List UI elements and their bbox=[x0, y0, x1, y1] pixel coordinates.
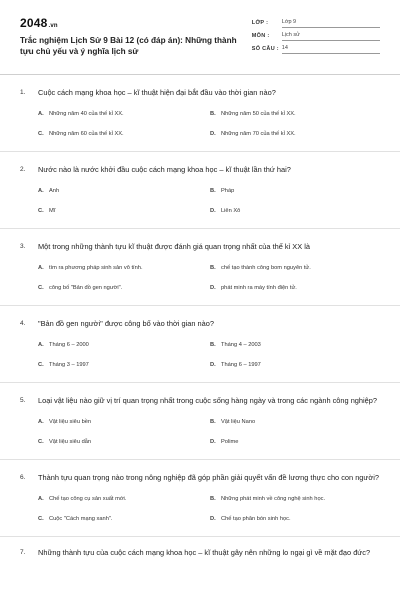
answer-letter: D. bbox=[210, 285, 216, 291]
question-text: Nước nào là nước khởi đầu cuộc cách mạng khoa học – kĩ thuật lần thứ hai? bbox=[38, 165, 291, 174]
answer-options bbox=[38, 264, 380, 292]
answer-letter: B. bbox=[210, 111, 216, 117]
answer-letter: D. bbox=[210, 439, 216, 445]
question-item bbox=[20, 241, 380, 306]
question-number: 6. bbox=[20, 474, 26, 481]
document-title: Trắc nghiệm Lịch Sử 9 Bài 12 (có đáp án): Những thành tựu chủ yếu và ý nghĩa lịch sử bbox=[20, 36, 237, 56]
meta-value: Lớp 9 bbox=[282, 17, 380, 28]
question-number: 5. bbox=[20, 397, 26, 404]
answer-text: Những năm 50 của thế kỉ XX. bbox=[221, 111, 296, 117]
question-item bbox=[20, 547, 380, 559]
answer-letter: C. bbox=[38, 285, 44, 291]
answer-letter: B. bbox=[210, 342, 216, 348]
meta-row-count bbox=[252, 42, 380, 55]
logo-text: 2048 bbox=[20, 16, 48, 30]
header-left bbox=[20, 16, 252, 74]
question-text: Loại vật liệu nào giữ vị trí quan trọng nhất trong cuộc sống hàng ngày và trong các ngành công nghiệp? bbox=[38, 396, 377, 405]
answer-text: Vật liệu siêu bền bbox=[49, 419, 92, 425]
answer-text: Mĩ bbox=[49, 208, 56, 214]
question-list bbox=[20, 87, 380, 559]
question-text: Cuộc cách mạng khoa học – kĩ thuật hiện đại bắt đầu vào thời gian nào? bbox=[38, 88, 276, 97]
answer-letter: A. bbox=[38, 265, 44, 271]
answer-letter: D. bbox=[210, 516, 216, 522]
answer-option[interactable] bbox=[210, 284, 382, 292]
question-item bbox=[20, 318, 380, 383]
answer-letter: B. bbox=[210, 419, 216, 425]
answer-option[interactable] bbox=[210, 264, 382, 272]
answer-option[interactable] bbox=[38, 438, 210, 446]
question-number: 1. bbox=[20, 89, 26, 96]
answer-option[interactable] bbox=[38, 341, 210, 349]
answer-text: Cuộc "Cách mạng xanh". bbox=[49, 516, 113, 522]
answer-letter: C. bbox=[38, 439, 44, 445]
answer-option[interactable] bbox=[38, 361, 210, 369]
question-divider bbox=[0, 305, 400, 306]
answer-letter: C. bbox=[38, 362, 44, 368]
question-divider bbox=[0, 536, 400, 537]
answer-letter: A. bbox=[38, 111, 44, 117]
answer-text: Những phát minh về công nghệ sinh học. bbox=[221, 496, 326, 502]
answer-letter: C. bbox=[38, 516, 44, 522]
meta-label: MÔN : bbox=[251, 32, 270, 39]
answer-text: Tháng 6 – 2000 bbox=[49, 342, 89, 348]
question-item bbox=[20, 164, 380, 229]
answer-letter: A. bbox=[38, 496, 44, 502]
answer-letter: C. bbox=[38, 131, 44, 137]
question-divider bbox=[0, 382, 400, 383]
answer-text: Liên Xô bbox=[221, 208, 241, 214]
answer-text: Những năm 40 của thế kỉ XX. bbox=[49, 111, 124, 117]
question-item bbox=[20, 87, 380, 152]
answer-option[interactable] bbox=[210, 418, 382, 426]
answer-option[interactable] bbox=[38, 130, 210, 138]
answer-text: Tháng 3 – 1997 bbox=[49, 362, 89, 368]
answer-letter: A. bbox=[38, 419, 44, 425]
answer-option[interactable] bbox=[38, 264, 210, 272]
answer-option[interactable] bbox=[210, 438, 382, 446]
page-header bbox=[20, 16, 380, 74]
answer-letter: D. bbox=[210, 131, 216, 137]
answer-options bbox=[38, 495, 380, 523]
answer-option[interactable] bbox=[38, 495, 210, 503]
answer-text: tìm ra phương pháp sinh sản vô tính. bbox=[49, 265, 143, 271]
answer-text: Chế tạo công cụ sản xuất mới. bbox=[49, 496, 127, 502]
answer-option[interactable] bbox=[38, 207, 210, 215]
question-number: 4. bbox=[20, 320, 26, 327]
answer-text: chế tạo thành công bom nguyên tử. bbox=[221, 265, 311, 271]
answer-options bbox=[38, 341, 380, 369]
question-text: Một trong những thành tựu kĩ thuật được đánh giá quan trọng nhất của thế kỉ XX là bbox=[38, 242, 310, 251]
answer-option[interactable] bbox=[38, 515, 210, 523]
question-number: 2. bbox=[20, 166, 26, 173]
answer-letter: D. bbox=[210, 208, 216, 214]
answer-letter: B. bbox=[210, 188, 216, 194]
header-divider bbox=[0, 74, 400, 75]
answer-option[interactable] bbox=[210, 110, 382, 118]
question-divider bbox=[0, 151, 400, 152]
answer-text: Vật liệu siêu dẫn bbox=[49, 439, 92, 445]
question-divider bbox=[0, 228, 400, 229]
question-item bbox=[20, 395, 380, 460]
answer-text: Polime bbox=[221, 439, 239, 445]
answer-text: Những năm 70 của thế kỉ XX. bbox=[221, 131, 296, 137]
question-text: "Bản đồ gen người" được công bố vào thời gian nào? bbox=[38, 319, 214, 328]
answer-text: Tháng 4 – 2003 bbox=[221, 342, 261, 348]
question-number: 3. bbox=[20, 243, 26, 250]
answer-options bbox=[38, 187, 380, 215]
question-item bbox=[20, 472, 380, 537]
answer-option[interactable] bbox=[210, 361, 382, 369]
logo-suffix: .vn bbox=[48, 23, 58, 29]
answer-option[interactable] bbox=[210, 341, 382, 349]
answer-letter: D. bbox=[210, 362, 216, 368]
answer-option[interactable] bbox=[210, 130, 382, 138]
question-divider bbox=[0, 459, 400, 460]
answer-text: công bố "Bản đồ gen người". bbox=[49, 285, 123, 291]
answer-text: Những năm 60 của thế kỉ XX. bbox=[49, 131, 124, 137]
answer-option[interactable] bbox=[210, 187, 382, 195]
answer-options bbox=[38, 418, 380, 446]
site-logo[interactable] bbox=[20, 16, 252, 33]
answer-option[interactable] bbox=[38, 418, 210, 426]
meta-row-class bbox=[252, 16, 380, 29]
answer-text: Pháp bbox=[221, 188, 235, 194]
answer-letter: A. bbox=[38, 188, 44, 194]
answer-text: phát minh ra máy tính điện tử. bbox=[221, 285, 297, 291]
answer-text: Vật liệu Nano bbox=[221, 419, 256, 425]
meta-label: LỚP : bbox=[251, 19, 269, 26]
answer-letter: A. bbox=[38, 342, 44, 348]
answer-option[interactable] bbox=[38, 187, 210, 195]
question-text: Thành tựu quan trọng nào trong nông nghiệp đã góp phần giải quyết vấn đề lương thực cho con người? bbox=[38, 473, 379, 482]
answer-option[interactable] bbox=[38, 110, 210, 118]
answer-options bbox=[38, 110, 380, 138]
meta-row-subject bbox=[252, 29, 380, 42]
answer-text: Tháng 6 – 1997 bbox=[221, 362, 261, 368]
answer-option[interactable] bbox=[210, 515, 382, 523]
question-text: Những thành tựu của cuộc cách mạng khoa học – kĩ thuật gây nên những lo ngại gì về mặt đạo đức? bbox=[38, 548, 371, 557]
answer-letter: B. bbox=[210, 496, 216, 502]
answer-letter: C. bbox=[38, 208, 44, 214]
answer-option[interactable] bbox=[210, 495, 382, 503]
answer-option[interactable] bbox=[210, 207, 382, 215]
meta-value: 14 bbox=[282, 43, 380, 54]
answer-option[interactable] bbox=[38, 284, 210, 292]
meta-label: SỐ CÂU : bbox=[251, 45, 279, 52]
question-number: 7. bbox=[20, 549, 26, 556]
answer-letter: B. bbox=[210, 265, 216, 271]
answer-text: Anh bbox=[49, 188, 60, 194]
answer-text: Chế tạo phân bón sinh học. bbox=[221, 516, 291, 522]
meta-value: Lịch sử bbox=[282, 30, 380, 41]
meta-box bbox=[252, 16, 380, 74]
